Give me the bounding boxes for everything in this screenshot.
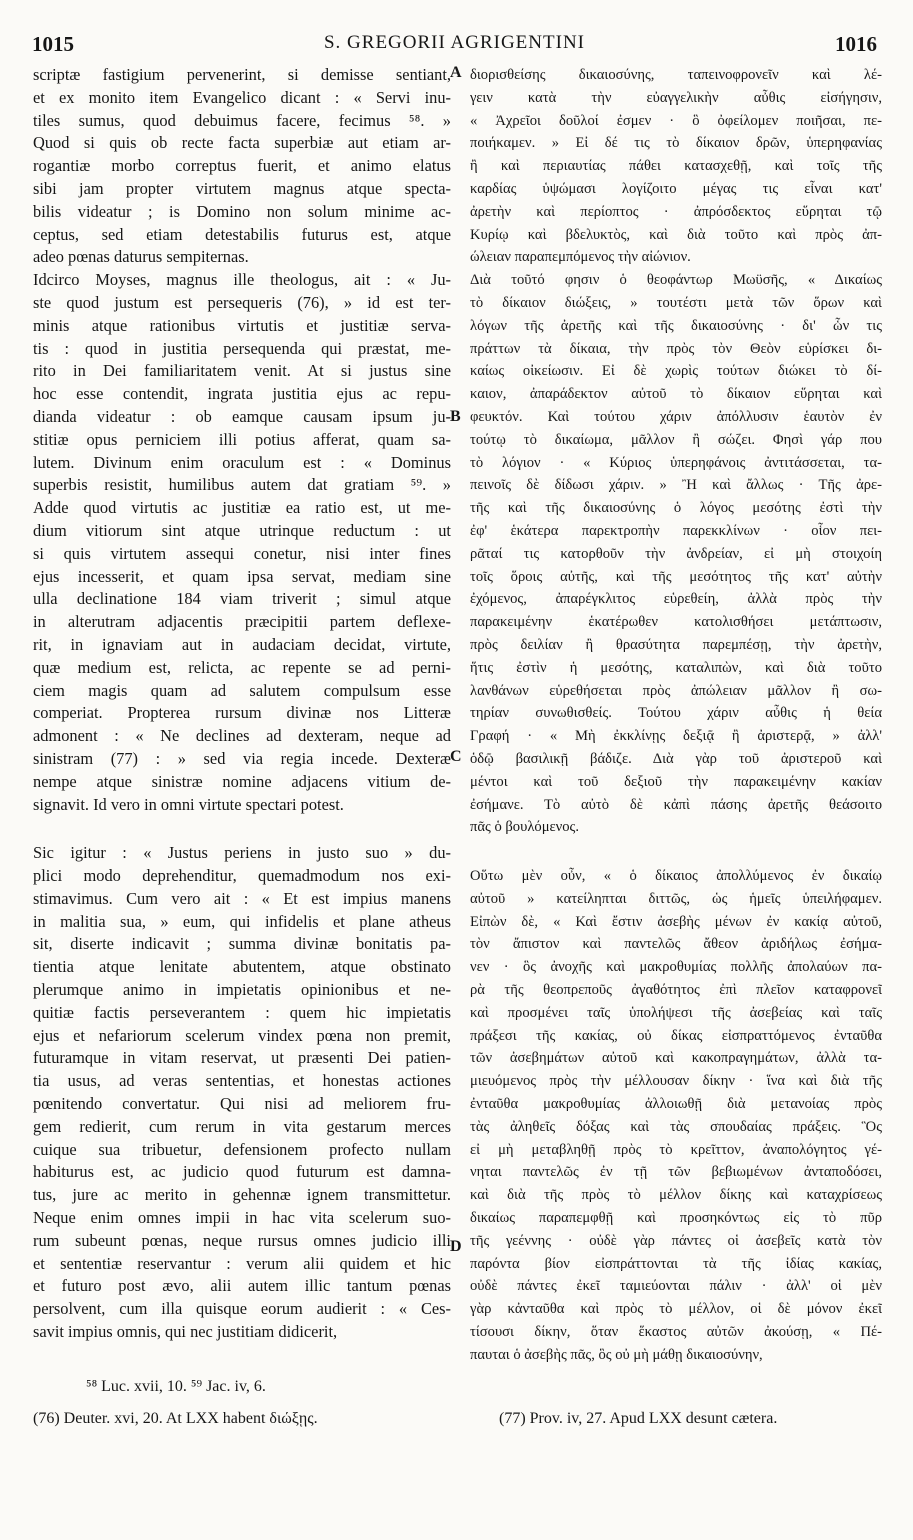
latin-text-line: gem redierit, cum rerum in vita gestarum merces [33,1116,451,1136]
latin-text-line: admonent : « Ne declines ad dexteram, neque ad [33,726,451,746]
greek-text-line: νεν · ὃς ἀνοχῆς καὶ μακροθυμίας πολλῆς ἀπολαύων πα- [470,959,882,976]
greek-text-line: καίως οἰκείωσιν. Εἰ δὲ χωρὶς τούτων διώκει τὸ δί- [470,363,882,380]
latin-text-line: rit, in ignaviam aut in audaciam decidat, virtute, [33,634,451,654]
latin-text-line: quitiæ factis perseverantem : quem hic impietatis [33,1002,451,1022]
greek-text-line: ἐχόμενος, ἀπαρέγκλιτος εὑρεθείη, ἀλλὰ πρὸς τὴν [470,591,882,608]
latin-text-line: sit, diserte indicavit ; summa divinæ bonitatis pa- [33,934,451,954]
latin-text-line: savit impius omnis, qui nec justitiam didicerit, [33,1322,338,1342]
latin-text-line: sinistram (77) : » sed via regia incede. Dexteræ [33,748,451,768]
greek-text-line: τηρίαν συνωθισθείς. Τούτου χάριν αὖθις ἡ θεία [470,705,882,722]
greek-text-line: παρακειμένην ἑκατέρωθεν κατολισθήσει μετάπτωσιν, [470,614,882,631]
greek-text-line: ἐφ' ἑκάτερα παρεκτροπὴν παρεκκλίνων · οἷον πει- [470,522,882,539]
latin-text-line: rito in Dei familiaritatem venit. At si justus sine [33,361,451,381]
latin-text-line: ciem magis quam ad salutem compulsum esse [33,680,451,700]
greek-text-line: ἐνταῦθα μακροθυμίας ἀλλοιωθῇ διὰ μετανοίας πρὸς [470,1096,882,1113]
greek-text-line: πράττων τὰ δίκαια, τὴν πρὸς τὸν Θεὸν εὑρίσκει δι- [470,340,882,357]
greek-text-line: τῆς γεέννης · οὐδὲ γὰρ πάντες οἱ ἀσεβεῖς κατὰ τὸν [470,1232,882,1249]
latin-text-line: scriptæ fastigium pervenerint, si demisse sentiant, [33,65,451,84]
greek-text-line: τούτῳ τὸ δικαίωμα, μᾶλλον ἢ σώζει. Φησὶ γάρ που [470,431,882,448]
greek-text-line: πεινοῖς δὲ δίδωσι χάριν. » Ἢ καὶ ἄλλως · Τῆς ἀρε- [470,477,882,494]
greek-text-line: ρᾶταί τις κατορθοῦν τὴν ἀνδρείαν, εἰ μὴ στοιχοίη [470,545,882,562]
latin-text-line: et sententiæ reservantur : verum alii quidem et hic [33,1253,451,1273]
latin-text-line: futuramque in vitam reservat, ut præsenti Dei patien- [33,1048,451,1068]
latin-text-line: adeo pœnas daturus sempiternas. [33,247,249,267]
greek-text-line: ἥτις ἐστὶν ἡ μεσότης, καταλιπὼν, καὶ διὰ τοῦτο [470,659,882,676]
latin-text-line: quæ medium est, relicta, ac repente se ad perni- [33,657,451,677]
latin-text-line: et ex monito item Evangelico dicant : « Servi inu- [33,87,451,107]
latin-text-line: bilis videatur ; is Domino non solum minime ac- [33,201,451,221]
latin-text-line: superbis resistit, humilibus autem dat gratiam ⁵⁹. » [33,475,451,495]
greek-text-line: τὸ λόγιον · « Κύριος ὑπερηφάνοις ἀντιτάσσεται, τα- [470,454,882,471]
greek-text-line: πράξεσι τῆς κακίας, οὐ δίκας εἰσπραττόμενος ἐνταῦθα [470,1027,882,1044]
latin-text-line: ceptus, sed etiam detestabilis futurus est, atque [33,224,451,244]
greek-text-line: πᾶς ὁ βουλόμενος. [470,819,579,836]
latin-text-line: dianda videatur : ob eamque causam ipsum ju- [33,406,451,426]
greek-text-line: αὐτοῦ » κατείληπται διττῶς, ὡς ἡμεῖς ὑπειλήφαμεν. [470,890,882,907]
greek-text-line: τίσουσι δίκην, ὅταν ἕκαστος αὐτῶν ἀκούσῃ, « Πέ- [470,1324,882,1341]
latin-text-line: Adde quod virtutis ac justitiæ ea ratio est, ut me- [33,498,451,518]
paragraph-gap [33,816,451,842]
latin-text-line: Neque enim omnes impii in hac vita scelerum suo- [33,1208,451,1228]
greek-text-line: μέντοι καὶ τοῦ δεξιοῦ τὴν παρακειμένην κακίαν [470,773,882,790]
greek-text-line: ποιήκαμεν. » Εἰ δέ τις τὸ δίκαιον δρῶν, ὑπερηφανίας [470,135,882,152]
latin-text-line: tus, jure ac merito in gehennæ ignem transmittetur. [33,1185,451,1205]
latin-text-line: rum subeunt pœnas, neque rursus omnes judicio illi [33,1230,451,1250]
greek-text-line: τὰς ἀληθεῖς δόξας καὶ τὰς σπουδαίας πράξεις. Ὃς [470,1118,882,1135]
greek-text-line: πρὸς δειλίαν ἢ θρασύτητα παρεμπέσῃ, τὴν ἀρετὴν, [470,636,882,653]
latin-text-line: signavit. Id vero in omni virtute spectari potest. [33,794,344,814]
greek-text-line: Κυρίῳ καὶ βδελυκτὸς, καὶ διὰ τοῦτο καὶ πρὸς ἀπ- [470,226,882,243]
latin-text-line: ejus et nefariorum scelerum vindex pœna non premit, [33,1025,451,1045]
latin-text-line: tientia atque lenitate abutentem, atque obstinato [33,957,451,977]
greek-text-line: « Ἀχρεῖοι δοῦλοί ἐσμεν · ὃ ὀφείλομεν ποιῆσαι, πε- [470,112,882,129]
left-page-number: 1015 [32,32,74,56]
margin-marker: D [450,1238,462,1255]
greek-text-line: λανθάνων εὑρεθήσεται πρὸς ἀπώλειαν μᾶλλον ἢ σω- [470,682,882,699]
latin-text-line: tia usus, ad veras sententias, et honestas actiones [33,1071,451,1091]
greek-text-line: γὰρ κἀνταῦθα καὶ πρὸς τὸ μέλλον, οἱ δὲ μόνον ἐκεῖ [470,1301,882,1318]
right-page-number: 1016 [835,32,877,56]
latin-text-line: sibi jam propter virtutem magnus atque specta- [33,178,451,198]
greek-text-line: δικαίως παραπεμφθῇ καὶ προσηκόντως εἰς τὸ πῦρ [470,1210,882,1227]
greek-text-line: τὸν ἄπιστον καὶ παντελῶς ἄθεον ἀριδήλως ἐσήμα- [470,936,882,953]
greek-text-line: ώλειαν παραπεμπόμενος τὴν αἰώνιον. [470,249,691,266]
greek-text-line: ἐσήμανε. Τὸ αὐτὸ δὲ κἀπὶ πάσης ἀρετῆς θεάσοιτο [470,796,882,813]
greek-text-line: Γραφή · « Μὴ ἐκκλίνῃς δεξιᾷ ἢ ἀριστερᾷ, » ἀλλ' [470,728,882,745]
greek-text-line: καὶ προσμένει ταῖς ὑπολήψεσι τῆς ἀσεβείας καὶ ταῖς [470,1004,882,1021]
latin-text-line: in malitia sua, » eum, qui infidelis et plane atheus [33,911,451,931]
greek-text-line: λόγων τῆς ἀρετῆς καὶ τῆς δικαιοσύνης · δι' ὧν τις [470,317,882,334]
latin-text-line: hoc esse contendit, ingrata justitia ejus ac repu- [33,384,451,404]
greek-text-line: καιον, ἀπαράδεκτον αὐτοῦ τὸ δίκαιον εὕρηται καὶ [470,386,882,403]
greek-text-line: ἢ καὶ περιαυτίας πάθει κατασχεθῇ, καὶ τοῖς τῆς [470,158,882,175]
latin-text-line: ejus incesserit, et quam ipsa servat, mediam sine [33,566,451,586]
greek-text-line: ρὰ τῆς θεοπρεποῦς ἀγαθότητος ἐπὶ πλεῖον καταφρονεῖ [470,982,882,999]
greek-text-line: ἀρετὴν καὶ περίοπτος · ἀπρόσδεκτος εὕρηται τῷ [470,203,882,220]
footnote-76: (76) Deuter. xvi, 20. At LXX habent διώξῃς. [33,1410,318,1427]
latin-text-line: tiles sumus, quod debuimus facere, fecimus ⁵⁸. » [33,110,451,130]
greek-text-line: νηται παντελῶς ἐν τῇ τῶν βεβιωμένων ἀνταποδόσει, [470,1164,882,1181]
latin-text-line: persolvent, cum illa quisque eorum audierit : « Ces- [33,1299,451,1319]
greek-text-line: τῆς καὶ τῆς δικαιοσύνης ὁ λόγος μεσότης ἐστὶ τὴν [470,500,882,517]
greek-text-line: καρδίας ὑψώμασι λογίζοιτο μέγας τις εἶναι κατ' [470,180,882,197]
greek-text-line: Διὰ τοῦτό φησιν ὁ θεοφάντωρ Μωϋσῆς, « Δικαίως [470,272,882,289]
greek-text-line: τὸ δίκαιον διώξεις, » τουτέστι μετὰ τῶν ὅρων καὶ [470,294,882,311]
latin-text-line: minis atque rationibus virtutis et justitiæ serva- [33,315,451,335]
latin-text-line: ulla declinatione 184 viam triverit ; simul atque [33,589,451,609]
greek-text-line: Εἰπὼν δὲ, « Καὶ ἔστιν ἀσεβὴς μένων ἐν κακίᾳ αὐτοῦ, [470,913,882,930]
greek-text-line: φευκτόν. Καὶ τούτου χάριν ἀπόλλυσιν ἑαυτὸν ἐν [470,408,882,425]
latin-text-line: ste quod justum est persequeris (76), » id est ter- [33,292,451,312]
latin-text-line: lutem. Divinum enim oraculum est : « Dominus [33,452,451,472]
margin-marker: C [450,748,462,765]
greek-text-line: τοῖς ὅροις αὐτῆς, καὶ τῆς μεσότητος τῆς κατ' αὐτὴν [470,568,882,585]
latin-text-line: rogantiæ morbo correptus fuerit, et animo elatus [33,156,451,176]
greek-text-line: μιευόμενος πρὸς τὴν μέλλουσαν δίκην · ἵνα καὶ διὰ τῆς [470,1073,882,1090]
latin-text-line: Idcirco Moyses, magnus ille theologus, ait : « Ju- [33,270,451,290]
latin-text-line: Sic igitur : « Justus periens in justo suo » du- [33,843,451,863]
greek-text-line: ὁδῷ βασιλικῇ βάδιζε. Διὰ γὰρ τοῦ ἀριστεροῦ καὶ [470,750,882,767]
latin-text-line: habiturus est, ac judicio quod futurum est damna- [33,1162,451,1182]
latin-text-line: pœnitendo convertatur. Qui nisi ad meliorem fru- [33,1094,451,1114]
greek-text-line: γειν κατὰ τὴν εὐαγγελικὴν αὖθις εἰσήγησιν, [470,89,882,106]
greek-text-line: Οὕτω μὲν οὖν, « ὁ δίκαιος ἀπολλύμενος ἐν δικαίῳ [470,868,882,885]
latin-text-line: in alterutram adjacentis præcipitii partem deflexe- [33,612,451,632]
inline-footnotes: ⁵⁸ Luc. xvii, 10. ⁵⁹ Jac. iv, 6. [86,1378,266,1395]
running-title: S. GREGORII AGRIGENTINI [323,32,585,53]
latin-text-line: cuique sua tribuetur, defensionem profecto nullam [33,1139,451,1159]
latin-text-line: stimavimus. Cum vero ait : « Et est impius manens [33,888,451,908]
margin-marker: B [450,408,461,425]
latin-text-line: tis : quod in justitia persequenda qui præstat, me- [33,338,451,358]
latin-text-line: Quod si quis ob recte facta superbiæ aut etiam ar- [33,133,451,153]
paragraph-gap [470,839,882,865]
greek-column [470,64,882,1367]
latin-text-line: stitiæ opus perniciem illi potius afferat, quam sa- [33,429,451,449]
latin-text-line: plerumque animo in impietatis opinionibus et ne- [33,980,451,1000]
latin-text-line: nempe atque sinistræ nomine adjacens vitium de- [33,771,451,791]
latin-text-line: et futuro post ævo, alii autem illic tantum pœnas [33,1276,451,1296]
greek-text-line: παυται ὁ ἀσεβὴς πᾶς, ὃς οὐ μὴ μάθῃ δικαιοσύνην, [470,1346,763,1363]
greek-text-line: οὐδὲ πάντες ἐκεῖ ταμιεύονται πάλιν · ἀλλ' οἱ μὲν [470,1278,882,1295]
latin-text-line: si quis virtutem assequi conetur, nisi inter fines [33,543,451,563]
latin-text-line: plici modo deprehenditur, quemadmodum nos exi- [33,866,451,886]
latin-text-line: comperiat. Propterea rursum divinæ nos Litteræ [33,703,451,723]
latin-column [33,64,451,1344]
page-header [32,32,877,62]
greek-text-line: παρόντα βίον εἰσπράττονται τὰ τῆς ἰδίας κακίας, [470,1255,882,1272]
greek-text-line: διορισθείσης δικαιοσύνης, ταπεινοφρονεῖν καὶ λέ- [470,67,882,83]
margin-marker: A [450,64,462,81]
footnote-77: (77) Prov. iv, 27. Apud LXX desunt cætera. [499,1410,778,1427]
greek-text-line: τῶν ἀσεβημάτων αὐτοῦ καὶ κακοπραγημάτων, ἀλλὰ τα- [470,1050,882,1067]
latin-text-line: dium vitiorum sint atque utrinque reductum : ut [33,520,451,540]
greek-text-line: εἰ μὴ μεταβληθῇ πρὸς τὸ κρεῖττον, ἀναπολόγητος γέ- [470,1141,882,1158]
greek-text-line: καὶ διὰ τῆς πρὸς τὸ μέλλον δίκης καὶ καταχρίσεως [470,1187,882,1204]
